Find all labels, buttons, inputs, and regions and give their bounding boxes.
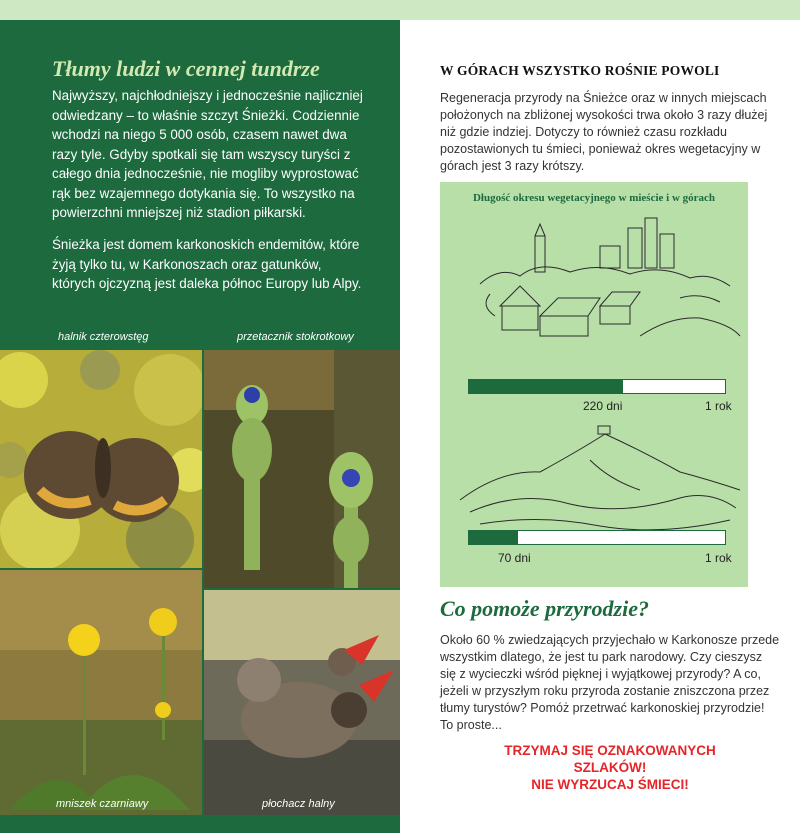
alert-line-3: NIE WYRZUCAJ ŚMIECI! bbox=[531, 777, 689, 792]
left-paragraph-2: Śnieżka jest domem karkonoskich endemitów, które żyją tylko tu, w Karkonoszach oraz gatunków, których ojczyzną jest daleka północ Europy lub Alpy. bbox=[52, 237, 362, 291]
alert-line-2: SZLAKÓW! bbox=[573, 760, 647, 775]
mountain-drawing bbox=[440, 420, 748, 540]
vegetation-graphic bbox=[440, 182, 748, 587]
photo-dunnock bbox=[204, 590, 400, 815]
right-paragraph-1: Regeneracja przyrody na Śnieżce oraz w innych miejscach położonych na zbliżonej wysokości trwa około 3 razy dłużej niż gdzie indziej. Dotyczy to również czasu rozkładu pozostawionych tu śmieci, ponieważ okres wegetacyjny w górach jest 3 razy krótszy. bbox=[440, 91, 768, 173]
right-panel bbox=[400, 20, 800, 833]
city-bar-fill bbox=[469, 380, 623, 393]
photo-dandelion bbox=[0, 570, 202, 815]
city-days-label: 220 dni bbox=[583, 399, 623, 413]
city-bar bbox=[468, 379, 726, 394]
left-paragraph-1: Najwyższy, najchłodniejszy i jednocześnie najliczniej odwiedzany – to właśnie szczyt Śnieżki. Codziennie wchodzi na niego 5 000 osób, czasem nawet dwa razy tyle. Gdyby spotkali się tam wszyscy turyści z całego dnia jednocześnie, nie mogliby wyprostować rąk bez wzajemnego dotykania się. To wszystko na powierzchni mniejszej niż stadion piłkarski. bbox=[52, 88, 363, 220]
caption-moth: halnik czterowstęg bbox=[58, 331, 149, 343]
photo-speedwell bbox=[204, 350, 400, 588]
graphic-title: Długość okresu wegetacyjnego w mieście i w górach bbox=[472, 192, 716, 204]
right-paragraph-2: Około 60 % zwiedzających przyjechało w Karkonosze przede wszystkim dlatego, że jest tu park narodowy. Czy cieszysz się z wycieczki wśród pięknej i wyjątkowej przyrody? A co, jeżeli w przyszłym roku przyroda zostanie zniszczona przez tłumy turystów? Pomóż przetrwać karkonoskiej przyrodzie! To proste... bbox=[440, 633, 780, 732]
right-heading: W GÓRACH WSZYSTKO ROŚNIE POWOLI bbox=[440, 63, 720, 78]
alert-line-1: TRZYMAJ SIĘ OZNAKOWANYCH bbox=[504, 743, 716, 758]
left-title: Tłumy ludzi w cennej tundrze bbox=[52, 56, 320, 81]
alert-text bbox=[440, 742, 780, 793]
town-drawing bbox=[440, 206, 748, 346]
left-panel bbox=[0, 20, 400, 833]
question-title: Co pomoże przyrodzie? bbox=[440, 596, 649, 621]
mountain-bar bbox=[468, 530, 726, 545]
caption-speedwell: przetacznik stokrotkowy bbox=[237, 331, 354, 343]
top-band bbox=[0, 0, 800, 20]
photo-moth bbox=[0, 350, 202, 568]
mountain-bar-fill bbox=[469, 531, 518, 544]
caption-dunnock: płochacz halny bbox=[262, 798, 335, 810]
mountain-days-label: 70 dni bbox=[498, 551, 531, 565]
mountain-max-label: 1 rok bbox=[705, 551, 732, 565]
city-max-label: 1 rok bbox=[705, 399, 732, 413]
caption-dandelion: mniszek czarniawy bbox=[56, 798, 149, 810]
